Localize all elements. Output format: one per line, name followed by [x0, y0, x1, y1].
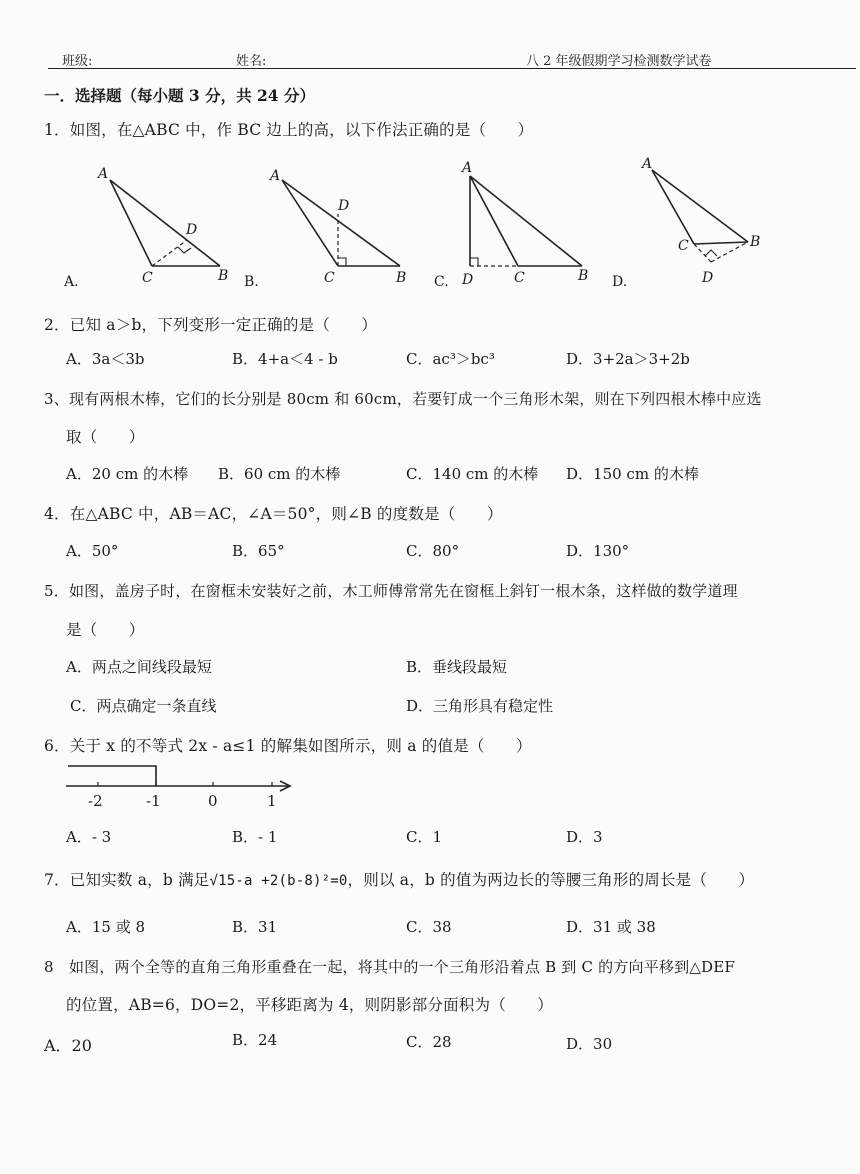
- q5-option-d: D．三角形具有稳定性: [406, 697, 554, 715]
- q7-option-a: A．15 或 8: [66, 918, 145, 936]
- q1a-label-b: B: [218, 268, 229, 284]
- q6-option-d: D．3: [566, 828, 603, 846]
- q5-option-a: A．两点之间线段最短: [66, 658, 212, 676]
- solution-ray: [68, 766, 156, 786]
- q1c-label-a: A: [462, 160, 473, 176]
- question-7-stem: [44, 868, 754, 890]
- q8-option-b: B．24: [232, 1031, 278, 1049]
- q1b-label-a: A: [270, 168, 281, 184]
- q1d-side-ab: [652, 170, 748, 242]
- question-8-stem-line1: 8 如图，两个全等的直角三角形重叠在一起，将其中的一个三角形沿着点 B 到 C 的方向平移到△DEF: [44, 958, 736, 976]
- question-5-stem-line2: 是（ ）: [66, 621, 145, 639]
- q2-option-a: A．3a＜3b: [66, 350, 145, 368]
- q1c-right-angle: [470, 258, 478, 266]
- q1c-label-d: D: [462, 272, 474, 288]
- q2-option-b: B．4+a＜4 - b: [232, 350, 338, 368]
- q8-option-c: C．28: [406, 1033, 452, 1051]
- q3-option-c: C．140 cm 的木棒: [406, 465, 539, 483]
- q1b-label-c: C: [324, 270, 335, 286]
- q6-number-line: [60, 760, 310, 810]
- q1a-side-ac: [110, 180, 220, 266]
- q7-stem-after: ，则以 a，b 的值为两边长的等腰三角形的周长是（ ）: [347, 871, 755, 889]
- q1a-label-a: A: [98, 166, 109, 182]
- q2-option-c: C．ac³＞bc³: [406, 350, 495, 368]
- q5-option-b: B．垂线段最短: [406, 658, 508, 676]
- q1c-label-c: C: [514, 270, 525, 286]
- tick-label-neg2: -2: [88, 792, 103, 810]
- q1a-side-ab: [110, 180, 152, 266]
- q7-option-c: C．38: [406, 918, 452, 936]
- question-4-stem: 4．在△ABC 中，AB＝AC，∠A＝50°，则∠B 的度数是（ ）: [44, 505, 503, 523]
- q1d-right-angle: [705, 250, 717, 256]
- q1d-label-c: C: [678, 238, 689, 254]
- q4-option-c: C．80°: [406, 542, 460, 560]
- question-1-stem: 1．如图，在△ABC 中，作 BC 边上的高，以下作法正确的是（ ）: [44, 121, 534, 139]
- q1c-side-ab2: [470, 176, 582, 266]
- q4-option-b: B．65°: [232, 542, 285, 560]
- q6-option-a: A．- 3: [66, 828, 112, 846]
- q1-option-d: D.: [612, 274, 628, 290]
- tick-label-1: 1: [267, 792, 277, 810]
- q1a-right-angle: [178, 247, 191, 253]
- question-3-stem-line2: 取（ ）: [66, 428, 145, 446]
- q1b-side-ab: [282, 180, 338, 266]
- question-3-stem-line1: 3、现有两根木棒，它们的长分别是 80cm 和 60cm，若要钉成一个三角形木架，则在下列四根木棒中应选: [44, 390, 762, 408]
- header-rule: [48, 68, 856, 69]
- tick-label-neg1: -1: [146, 792, 161, 810]
- q3-option-b: B．60 cm 的木棒: [218, 465, 341, 483]
- q3-option-a: A．20 cm 的木棒: [66, 465, 189, 483]
- q1-figures: [60, 150, 820, 290]
- q4-option-d: D．130°: [566, 542, 630, 560]
- class-label: 班级:: [62, 54, 93, 69]
- tick-label-0: 0: [208, 792, 218, 810]
- q1a-label-c: C: [142, 270, 153, 286]
- q7-option-d: D．31 或 38: [566, 918, 656, 936]
- exam-title: 八 2 年级假期学习检测数学试卷: [526, 54, 712, 69]
- q1-option-a: A.: [64, 274, 79, 290]
- q6-option-b: B．- 1: [232, 828, 278, 846]
- name-label: 姓名:: [236, 54, 267, 69]
- q1c-side-ac: [470, 176, 518, 266]
- section-title: 一．选择题（每小题 3 分，共 24 分）: [44, 86, 315, 105]
- q1-option-c: C.: [434, 274, 449, 290]
- question-6-stem: 6．关于 x 的不等式 2x - a≤1 的解集如图所示，则 a 的值是（ ）: [44, 737, 532, 755]
- q7-formula: √15-a +2(b-8)²=0: [209, 873, 348, 889]
- q3-option-d: D．150 cm 的木棒: [566, 465, 699, 483]
- q1d-side-cb: [694, 242, 748, 244]
- q2-option-d: D．3+2a＞3+2b: [566, 350, 690, 368]
- question-5-stem-line1: 5．如图，盖房子时，在窗框未安装好之前，木工师傅常常先在窗框上斜钉一根木条，这样做的数学道理: [44, 582, 738, 600]
- q8-option-d: D．30: [566, 1035, 613, 1053]
- q1d-label-a: A: [642, 156, 653, 172]
- q6-option-c: C．1: [406, 828, 443, 846]
- q1b-label-b: B: [396, 270, 407, 286]
- question-8-stem-line2: 的位置，AB=6，DO=2，平移距离为 4，则阴影部分面积为（ ）: [66, 996, 554, 1014]
- q1d-label-b: B: [750, 234, 761, 250]
- q8-option-a: A．20: [44, 1036, 92, 1055]
- q1b-label-d: D: [338, 198, 350, 214]
- q1a-label-d: D: [186, 222, 198, 238]
- q7-stem-before: 7．已知实数 a，b 满足: [44, 871, 210, 889]
- question-2-stem: 2．已知 a＞b，下列变形一定正确的是（ ）: [44, 316, 378, 334]
- q1b-right-angle: [338, 258, 346, 266]
- q1a-height: [152, 240, 187, 266]
- q1-option-b: B.: [244, 274, 259, 290]
- q1d-side-ac: [652, 170, 694, 244]
- q1d-label-d: D: [702, 270, 714, 286]
- q1c-label-b: B: [578, 268, 589, 284]
- q5-option-c: C．两点确定一条直线: [70, 697, 217, 715]
- q1b-side-ac: [282, 180, 400, 266]
- q4-option-a: A．50°: [66, 542, 119, 560]
- q1d-height2: [711, 242, 748, 262]
- q7-option-b: B．31: [232, 918, 278, 936]
